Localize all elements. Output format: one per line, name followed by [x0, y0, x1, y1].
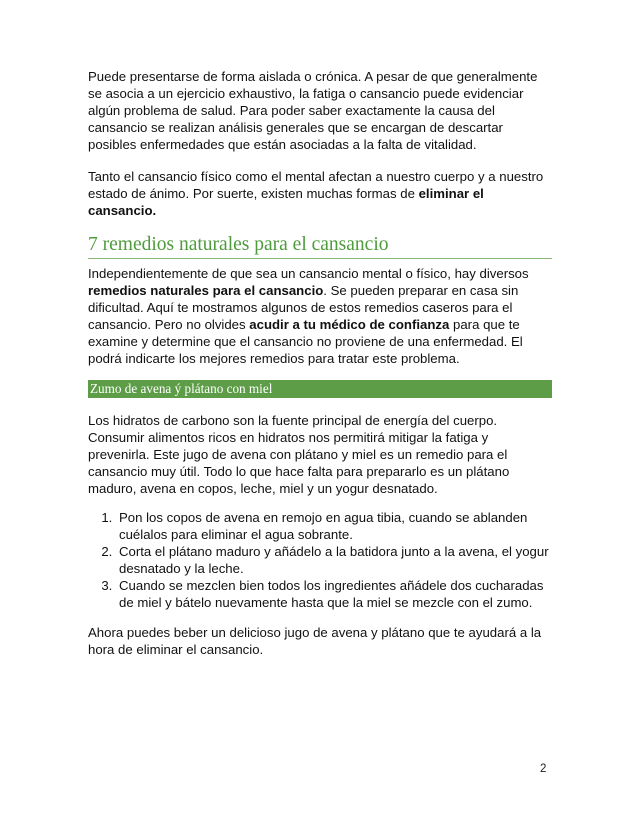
section-title: 7 remedios naturales para el cansancio [88, 234, 552, 259]
page-content [88, 68, 552, 658]
steps-list [88, 509, 552, 611]
second-bold-text: eliminar el cansancio. [88, 186, 484, 218]
remedies-text-a: Independientemente de que sea un cansancio mental o físico, hay diversos [88, 266, 529, 281]
subheading-text: Zumo de avena ý plátano con miel [90, 381, 273, 396]
page-number: 2 [540, 763, 547, 775]
second-text: Tanto el cansancio físico como el mental afectan a nuestro cuerpo y a nuestro estado de ánimo. Por suerte, existen muchas formas de [88, 169, 544, 201]
list-item: 1. Pon los copos de avena en remojo en agua tibia, cuando se ablanden cuélalos para eliminar el agua sobrante. [116, 509, 552, 543]
closing-text: Ahora puedes beber un delicioso jugo de avena y plátano que te ayudará a la hora de eliminar el cansancio. [88, 625, 542, 657]
remedies-bold-a: remedios naturales para el cansancio [88, 283, 324, 298]
list-item: 3. Cuando se mezclen bien todos los ingredientes añádele dos cucharadas de miel y bátelo nuevamente hasta que la miel se mezcle con el zumo. [116, 577, 552, 611]
carbs-text: Los hidratos de carbono son la fuente principal de energía del cuerpo. Consumir alimentos ricos en hidratos nos permitirá mitigar la fatiga y prevenirla. Este jugo de avena con plátano y miel es un remedio para el cansancio muy útil. Todo lo que hace falta para prepararlo es un plátano maduro, avena en copos, leche, miel y un yogur desnatado. [88, 413, 510, 496]
remedies-text-c: para que te examine y determine que el cansancio no proviene de una enfermedad. El podrá indicarte los mejores remedios para tratar este problema. [88, 317, 523, 366]
remedies-text-b: . Se pueden preparar en casa sin dificultad. Aquí te mostramos algunos de estos remedios caseros para el cansancio. Pero no olvides [88, 283, 519, 332]
intro-text: Puede presentarse de forma aislada o crónica. A pesar de que generalmente se asocia a un ejercicio exhaustivo, la fatiga o cansancio puede evidenciar algún problema de salud. Para poder saber exactamente la causa del cansancio se realizan análisis generales que se encargan de descartar posibles enfermedades que están asociadas a la falta de vitalidad. [88, 69, 538, 152]
remedies-bold-b: acudir a tu médico de confianza [249, 317, 450, 332]
remedies-intro-paragraph [88, 265, 552, 367]
closing-paragraph [88, 624, 552, 658]
intro-paragraph [88, 68, 552, 153]
list-item: 2. Corta el plátano maduro y añádelo a la batidora junto a la avena, el yogur desnatado y la leche. [116, 543, 552, 577]
second-paragraph [88, 168, 552, 219]
carbs-paragraph [88, 412, 552, 497]
subheading-bar [88, 380, 552, 398]
